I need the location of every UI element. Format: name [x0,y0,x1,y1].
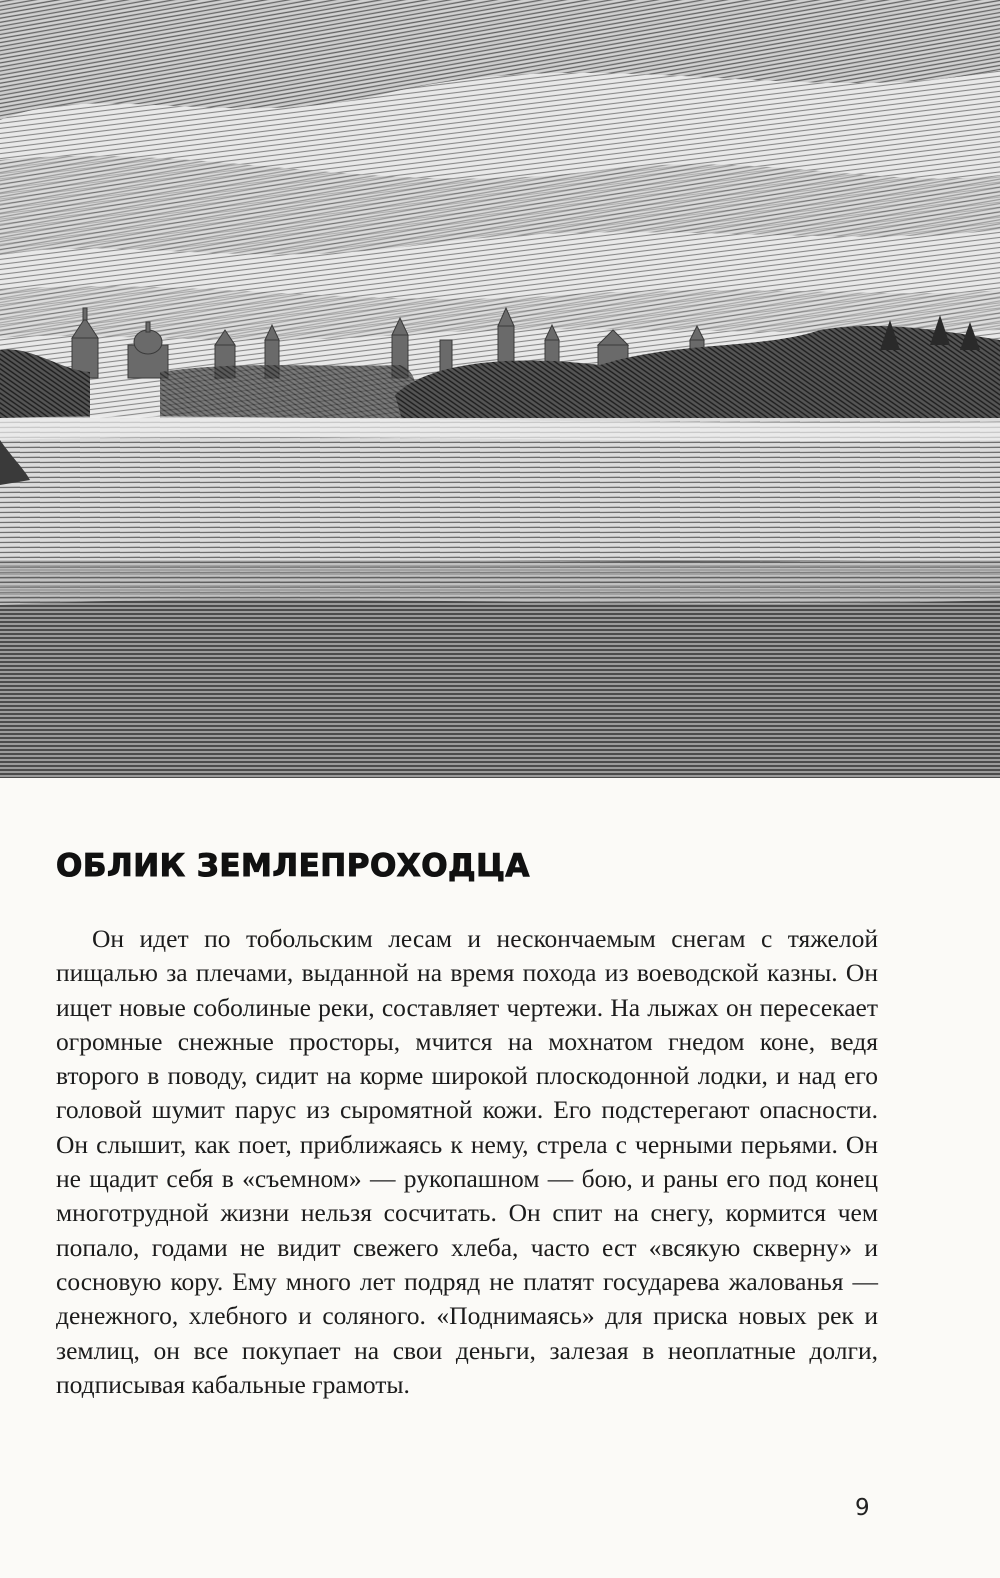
engraving-illustration [0,0,1000,778]
page-number: 9 [855,1495,870,1521]
body-paragraph: Он идет по тобольским лесам и нескончаемым снегам с тяжелой пищалью за плечами, выданной на время похода из воеводской казны. Он ищет новые соболиные реки, составляет чертежи. На лыжах он пересекает огромные снежные просторы, мчится на мохнатом гнедом коне, ведя второго в поводу, сидит на корме широкой плоскодонной лодки, и над его головой шумит парус из сыромятной кожи. Его подстерегают опасности. Он слышит, как поет, приближаясь к нему, стрела с черными перьями. Он не щадит себя в «съемном» — рукопашном — бою, и раны его под конец многотрудной жизни нельзя сосчитать. Он спит на снегу, кормится чем попало, годами не видит свежего хлеба, часто ест «всякую скверну» и сосновую кору. Ему много лет подряд не платят государева жалованья — денежного, хлебного и соляного. «Поднимаясь» для приска новых рек и землиц, он все покупает на свои деньги, залезая в неоплатные долги, подписывая кабальные грамоты. [56,924,878,1399]
chapter-title: ОБЛИК ЗЕМЛЕПРОХОДЦА [56,848,530,884]
